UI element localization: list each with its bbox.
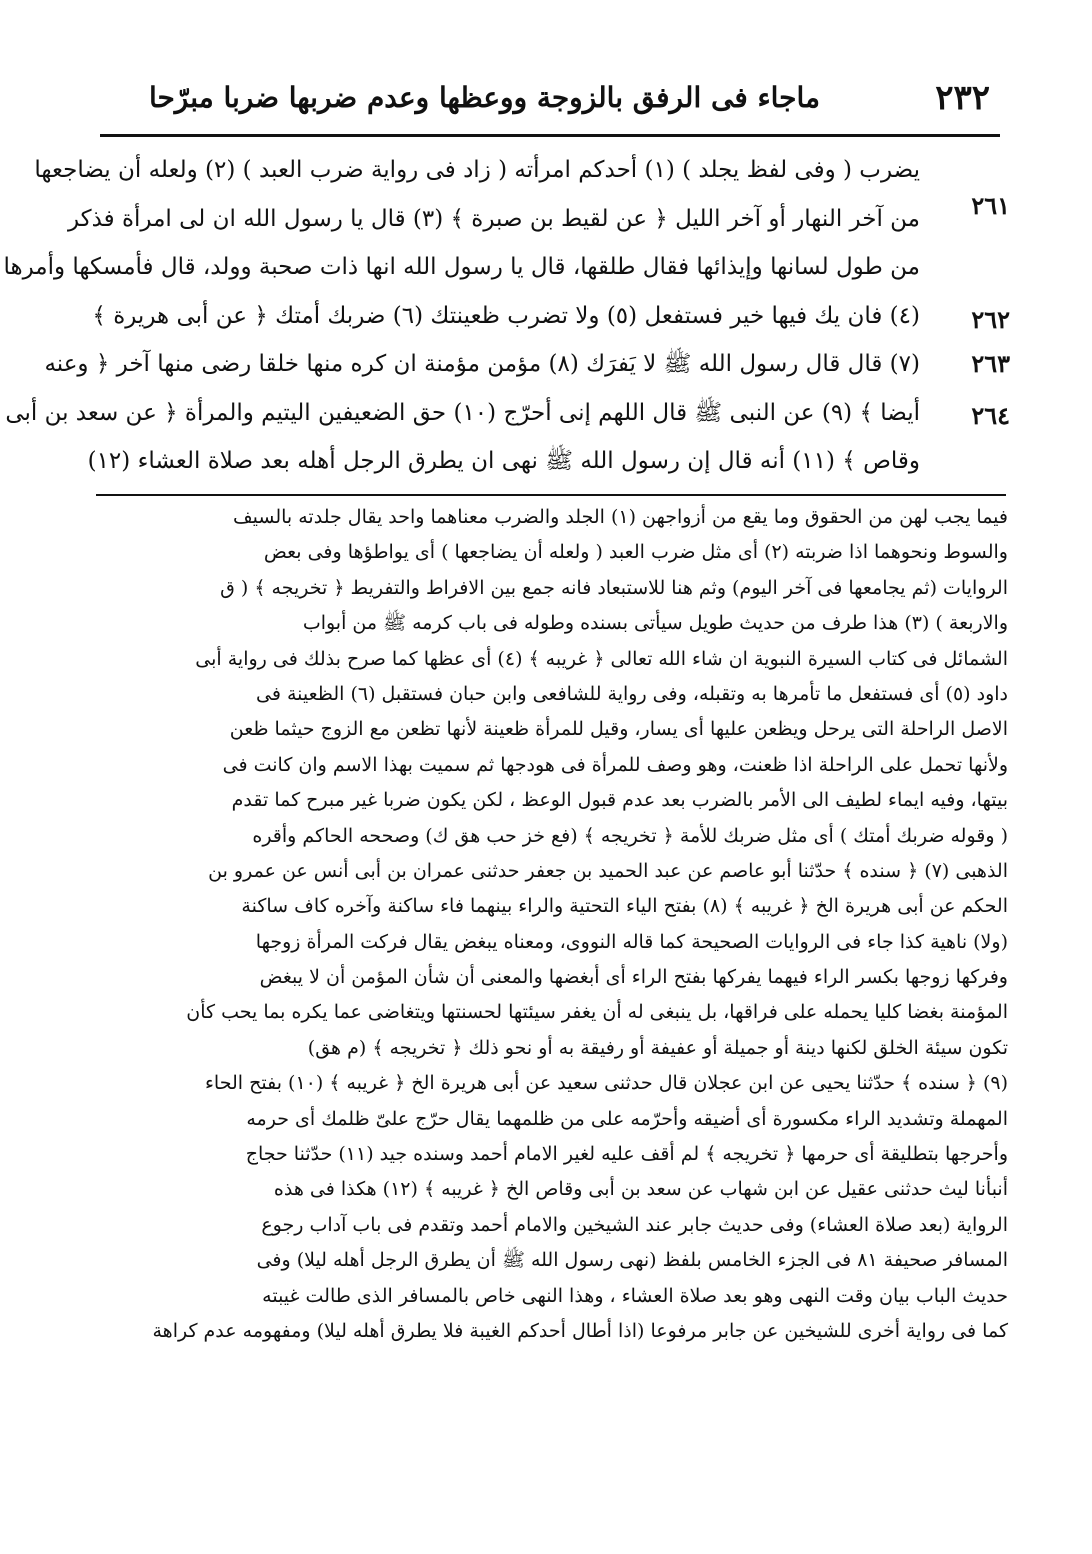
main-line: من طول لسانها وإيذائها فقال طلقها، قال يا رسول الله انها ذات صحبة وولد، قال فأمسكها وأمرها [3,254,920,280]
main-line: (٧) قال قال رسول الله ﷺ لا يَفرَك (٨) مؤمن مؤمنة ان كره منها خلقا رضى منها آخر ﴿ وعنه [44,351,920,377]
note-line: وأحرجها بتطليقة أى حرمها ﴿ تخريجه ﴾ لم أقف عليه لغير الامام أحمد وسنده جيد (١١) حدّثنا حجاج [245,1143,1008,1166]
note-line: الروايات (ثم يجامعها فى آخر اليوم) وثم هنا للاستبعاد فانه جمع بين الافراط والتفريط ﴿ تخريجه ﴾ ( ق [220,576,1008,599]
main-line: أيضا ﴾ (٩) عن النبى ﷺ قال اللهم إنى أحرّج (١٠) حق الضعيفين اليتيم والمرأة ﴿ عن سعد بن أبى [5,399,920,426]
note-line: الذهبى (٧) ﴿ سنده ﴾ حدّثنا أبو عاصم عن عبد الحميد بن جعفر حدثنى عمران بن أبى أنس عن عمرو بن [208,859,1008,882]
note-line: المسافر صحيفة ٨١ فى الجزء الخامس بلفظ (نهى رسول الله ﷺ أن يطرق الرجل أهله ليلا) وفى [256,1249,1008,1272]
commentary [78,500,1008,1349]
note-line: الحكم عن أبى هريرة الخ ﴿ غريبه ﴾ (٨) بفتح الياء التحتية والراء بينهما فاء ساكنة وآخره كاف ساكنة [241,895,1008,918]
note-line: داود (٥) أى فستفعل ما تأمرها به وتقبله، وفى رواية للشافعى وابن حبان فستقبل (٦) الظعينة فى [255,682,1008,705]
note-line: (٩) ﴿ سنده ﴾ حدّثنا يحيى عن ابن عجلان قال حدثنى سعيد عن أبى هريرة الخ ﴿ غريبه ﴾ (١٠) بفتح الحاء [204,1072,1008,1095]
note-line: الرواية (بعد صلاة العشاء) وفى حديث جابر عند الشيخين والامام أحمد وتقدم فى باب آداب رجوع [261,1213,1008,1236]
main-text [3,146,920,486]
note-line: بيتها، وفيه ايماء لطيف الى الأمر بالضرب بعد عدم قبول الوعظ ، لكن يكون ضربا غير مبرح كما تقدم [231,789,1008,812]
main-line: (٤) فان يك فيها خير فستفعل (٥) ولا تضرب ظعينتك (٦) ضربك أمتك ﴿ عن أبى هريرة ﴾ [92,302,920,329]
hadith-number: ٢٦٢ [971,305,1010,334]
note-line: تكون سيئة الخلق لكنها دينة أو جميلة أو عفيفة أو رفيقة به أو نحو ذلك ﴿ تخريجه ﴾ (م هق) [307,1036,1008,1059]
note-line: أنبأنا ليث حدثنى عقيل عن ابن شهاب عن سعد بن أبى وقاص الخ ﴿ غريبه ﴾ (١٢) هكذا فى هذه [273,1178,1008,1201]
main-line: من آخر النهار أو آخر الليل ﴿ عن لقيط بن صبرة ﴾ (٣) قال يا رسول الله ان لى امرأة فذكر [67,205,920,232]
note-line: ( وقوله ضربك أمتك ) أى مثل ضربك للأمة ﴿ تخريجه ﴾ (فع خز حب هق ك) وصححه الحاكم وأقره [252,824,1008,847]
note-line: المهملة وتشديد الراء مكسورة أى أضيقه وأحرّمه على من ظلمهما يقال حرّج علىّ ظلمك أى حرمه [246,1107,1008,1130]
hadith-number: ٢٦٣ [971,349,1010,378]
running-title: ماجاء فى الرفق بالزوجة ووعظها وعدم ضربها ضربا مبرّحا [148,81,820,114]
note-line: (ولا) ناهية كذا جاء فى الروايات الصحيحة كما قاله النووى، ومعناه يبغض يقال فركت المرأة زوجها [255,930,1008,953]
note-line: فيما يجب لهن من الحقوق وما يقع من أزواجهن (١) الجلد والضرب معناهما واحد يقال جلدته بالسيف [232,506,1008,528]
main-line: وقاص ﴾ (١١) أنه قال إن رسول الله ﷺ نهى ان يطرق الرجل أهله بعد صلاة العشاء (١٢) [87,448,920,474]
hadith-number: ٢٦٤ [971,401,1010,430]
header-rule [100,134,1000,137]
note-line: كما فى رواية أخرى للشيخين عن جابر مرفوعا (اذا أطال أحدكم الغيبة فلا يطرق أهله ليلا) ومفهومه عدم كراهة [152,1319,1008,1342]
note-line: المؤمنة بغضا كليا يحمله على فراقها، بل ينبغى له أن يغفر سيئتها لحسنتها ويتغاضى عما يكره بما يحب كأن [186,1001,1008,1024]
note-line: الاصل الراحلة التى يرحل ويظعن عليها أى يسار، وقيل للمرأة ظعينة لأنها تظعن مع الزوج حيثما ظعن [229,718,1008,741]
note-line: الشمائل فى كتاب السيرة النبوية ان شاء الله تعالى ﴿ غريبه ﴾ (٤) أى عظها كما صرح بذلك فى رواية أبى [195,647,1008,670]
note-line: حديث الباب بيان وقت النهى وهو بعد صلاة العشاء ، وهذا النهى خاص بالمسافر الذى طالت غيبته [262,1284,1008,1307]
note-line: والاربعة ) (٣) هذا طرف من حديث طويل سيأتى بسنده وطوله فى باب كرمه ﷺ من أبواب [302,612,1008,635]
note-line: ولأنها تحمل على الراحلة اذا ظعنت، وهو وصف للمرأة فى هودجها ثم سميت بهذا الاسم وان كانت فى [222,753,1008,776]
main-line: يضرب ( وفى لفظ يجلد ) (١) أحدكم امرأته ( زاد فى رواية ضرب العبد ) (٢) ولعله أن يضاجعها [34,157,920,183]
hadith-number: ٢٦١ [971,191,1010,220]
page-header [148,70,990,126]
note-line: وفركها زوجها بكسر الراء فيهما يفركها بفتح الراء أى أبغضها والمعنى أن شأن المؤمن أن لا يبغض [259,966,1008,989]
footnote-rule [96,494,1006,496]
note-line: والسوط ونحوهما اذا ضربته (٢) أى مثل ضرب العبد ( ولعله أن يضاجعها ) أى يواطؤها وفى بعض [263,541,1008,564]
page-number: ٢٣٢ [935,78,990,118]
